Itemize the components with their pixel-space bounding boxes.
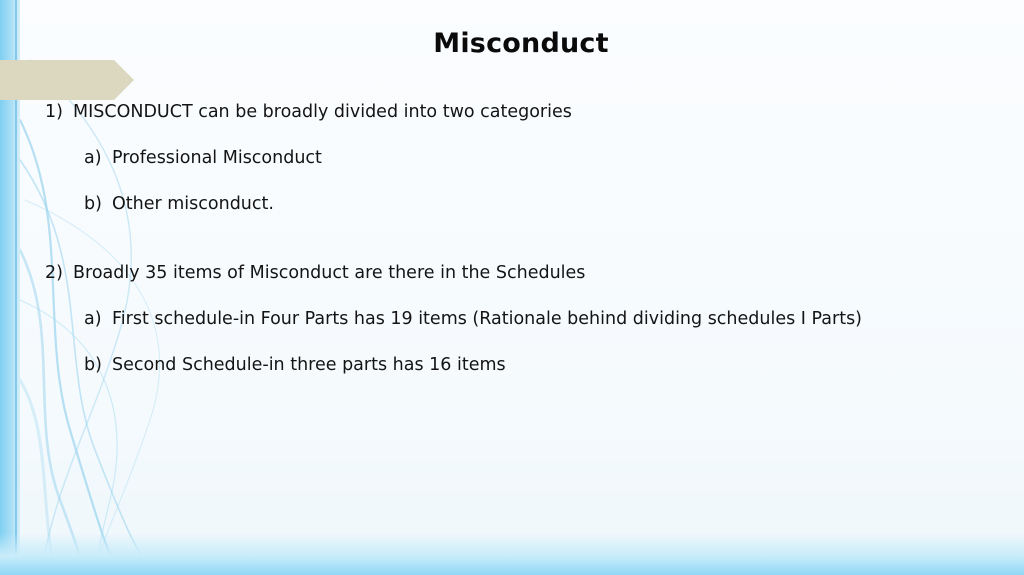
point-1a	[84, 147, 322, 169]
point-2a-text: First schedule-in Four Parts has 19 items (Rationale behind dividing schedules I Parts)	[112, 309, 863, 329]
point-2-text: Broadly 35 items of Misconduct are there in the Schedules	[73, 263, 586, 283]
point-2-marker: 2)	[45, 263, 63, 283]
point-2b-marker: b)	[84, 355, 102, 375]
point-1-marker: 1)	[45, 102, 63, 122]
point-1b-marker: b)	[84, 194, 102, 214]
point-1a-text: Professional Misconduct	[112, 148, 322, 168]
point-2a	[84, 308, 862, 330]
point-2b-text: Second Schedule-in three parts has 16 items	[112, 355, 506, 375]
point-1a-marker: a)	[84, 148, 102, 168]
bottom-gradient-band	[0, 533, 1024, 575]
point-1b	[84, 193, 274, 215]
point-2b	[84, 354, 506, 376]
title-tab-arrow	[0, 60, 134, 100]
point-1	[45, 101, 572, 123]
point-2a-marker: a)	[84, 309, 102, 329]
slide-title: Misconduct	[433, 28, 609, 59]
point-1-text: MISCONDUCT can be broadly divided into two categories	[73, 102, 572, 122]
point-1b-text: Other misconduct.	[112, 194, 274, 214]
point-2	[45, 262, 585, 284]
